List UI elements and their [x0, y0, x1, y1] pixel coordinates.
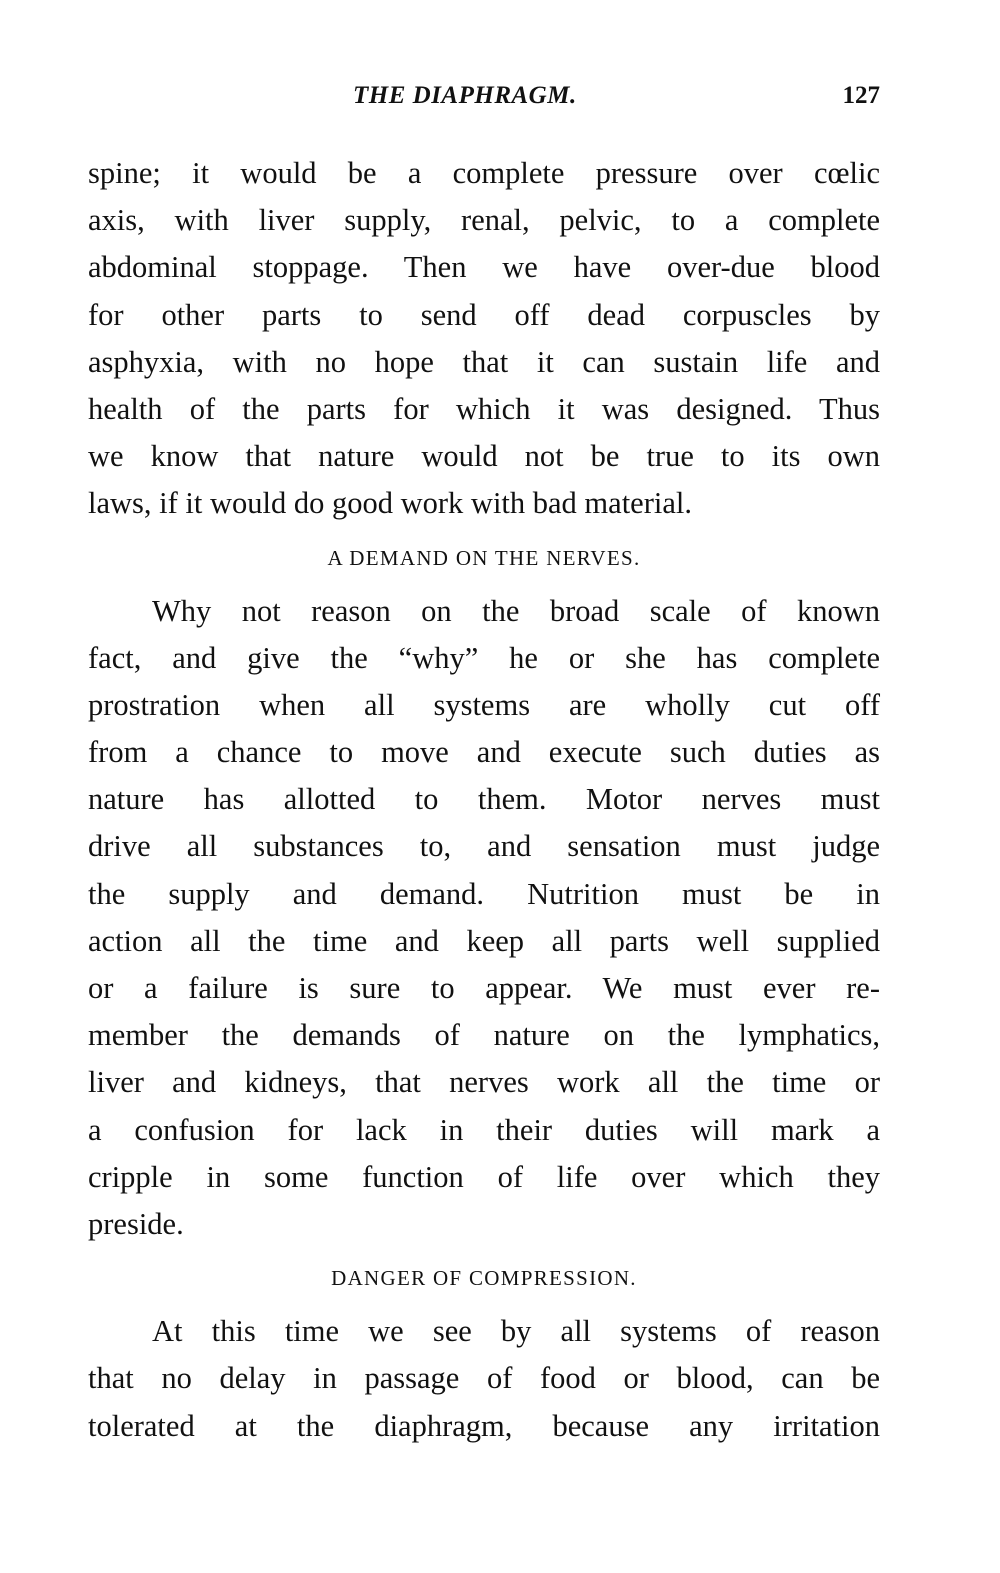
page-header	[88, 82, 880, 122]
text-line: preside.	[88, 1206, 184, 1241]
text-line: asphyxia, with no hope that it can sustain life and	[88, 344, 880, 379]
text-line: laws, if it would do good work with bad material.	[88, 486, 692, 521]
text-line: for other parts to send off dead corpuscles by	[88, 297, 880, 332]
page-body	[88, 150, 880, 1450]
text-line: or a failure is sure to appear. We must ever re-	[88, 971, 880, 1005]
text-line: axis, with liver supply, renal, pelvic, to a complete	[88, 203, 880, 238]
text-line: drive all substances to, and sensation must judge	[88, 829, 880, 864]
text-line: tolerated at the diaphragm, because any irritation	[88, 1408, 880, 1443]
paragraph	[88, 150, 880, 528]
paragraph	[88, 588, 880, 1249]
text-line: cripple in some function of life over which they	[88, 1159, 880, 1194]
text-line: abdominal stoppage. Then we have over-due blood	[88, 250, 880, 285]
text-line: liver and kidneys, that nerves work all the time or	[88, 1065, 880, 1100]
text-line: member the demands of nature on the lymphatics,	[88, 1018, 880, 1053]
text-line: prostration when all systems are wholly cut off	[88, 687, 880, 722]
section-heading: A DEMAND ON THE NERVES.	[327, 545, 641, 570]
text-line: health of the parts for which it was designed. Thus	[88, 391, 880, 426]
section-heading: DANGER OF COMPRESSION.	[331, 1266, 637, 1291]
text-line: nature has allotted to them. Motor nerves must	[88, 782, 880, 817]
running-title: THE DIAPHRAGM.	[353, 82, 577, 109]
text-line: Why not reason on the broad scale of known	[152, 593, 880, 628]
text-line: that no delay in passage of food or blood, can be	[88, 1361, 880, 1396]
page-number: 127	[842, 82, 880, 109]
text-line: a confusion for lack in their duties will mark a	[88, 1112, 880, 1147]
text-line: At this time we see by all systems of reason	[152, 1314, 880, 1349]
text-line: spine; it would be a complete pressure over cœlic	[88, 156, 880, 190]
text-line: fact, and give the “why” he or she has complete	[88, 640, 880, 675]
text-line: the supply and demand. Nutrition must be in	[88, 876, 880, 911]
text-line: from a chance to move and execute such duties as	[88, 735, 880, 770]
paragraph	[88, 1308, 880, 1450]
text-line: action all the time and keep all parts well supplied	[88, 923, 880, 958]
text-line: we know that nature would not be true to its own	[88, 439, 880, 474]
